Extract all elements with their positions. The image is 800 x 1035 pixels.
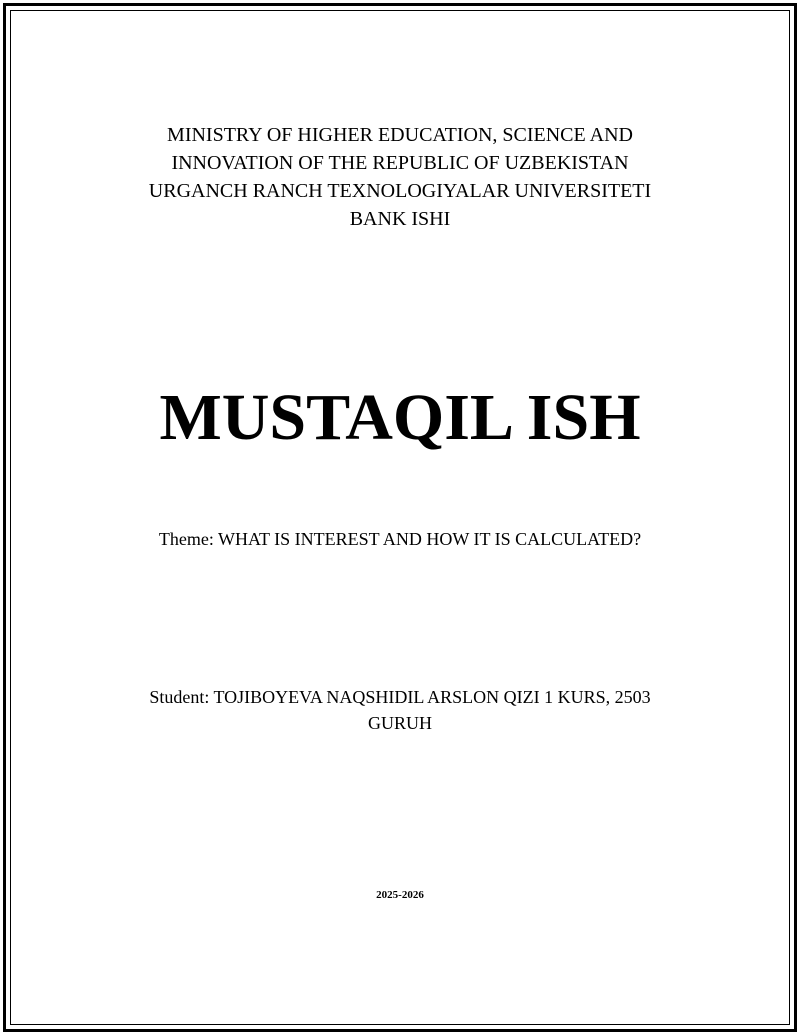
header-line-ministry: MINISTRY OF HIGHER EDUCATION, SCIENCE AND: [167, 124, 633, 146]
document-theme: Theme: WHAT IS INTEREST AND HOW IT IS CALCULATED?: [158, 529, 642, 549]
header-line-university: URGANCH RANCH TEXNOLOGIYALAR UNIVERSITETI: [148, 180, 652, 202]
academic-year: 2025-2026: [376, 889, 424, 901]
document-title: MUSTAQIL ISH: [159, 381, 641, 454]
student-text: Student: TOJIBOYEVA NAQSHIDIL ARSLON QIZI 1 KURS, 2503 GURUH: [149, 687, 651, 733]
header-line-republic: INNOVATION OF THE REPUBLIC OF UZBEKISTAN: [171, 152, 629, 174]
student-info: [0, 684, 800, 736]
header-line-department: BANK ISHI: [349, 208, 451, 230]
institution-header: [0, 121, 800, 233]
